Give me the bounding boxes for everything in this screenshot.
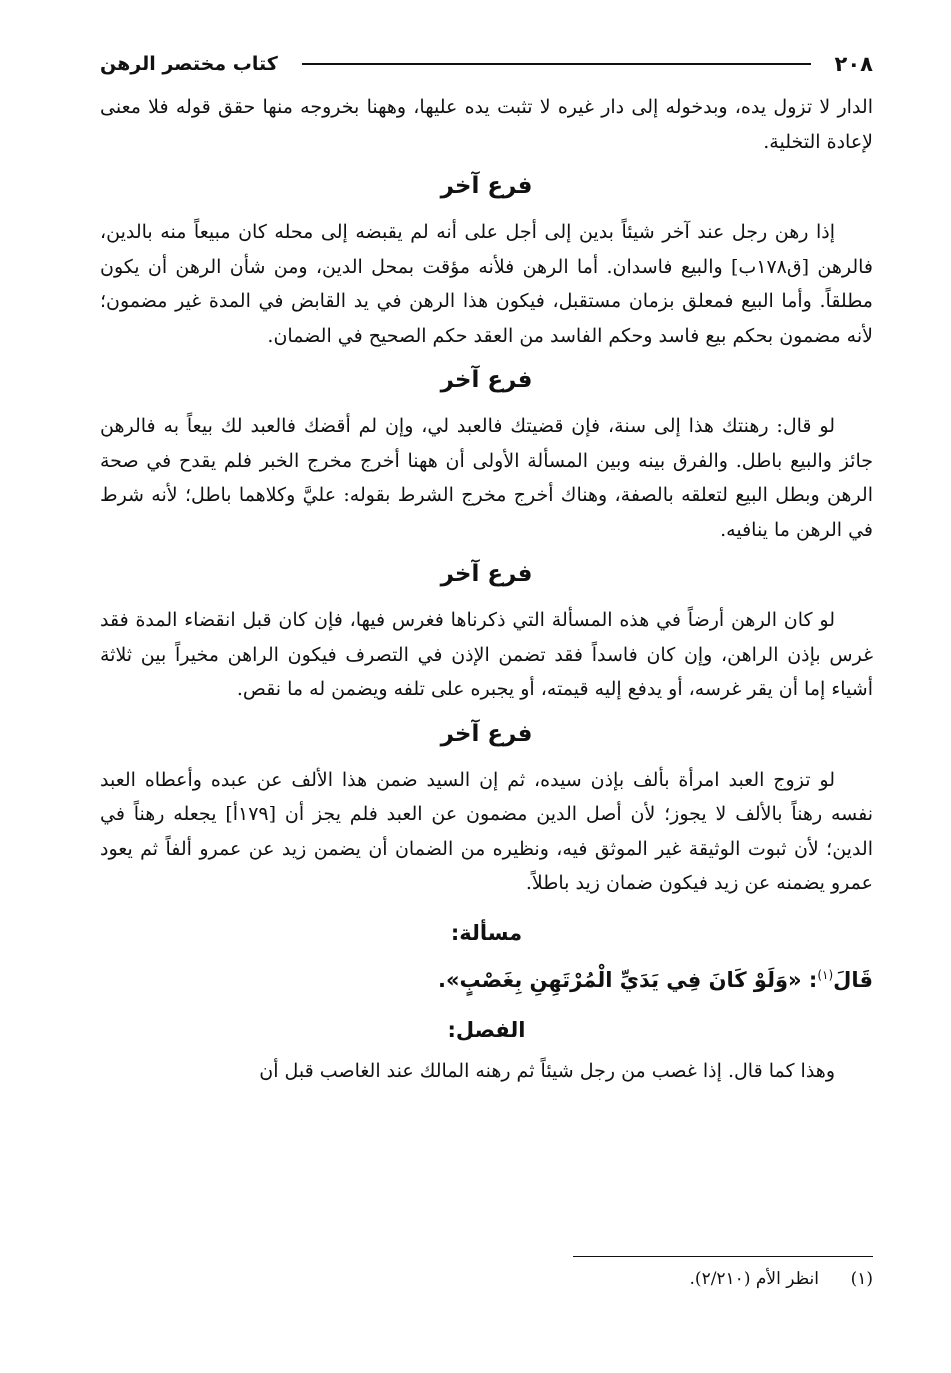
footnote-number: (١) [850,1269,873,1289]
section-heading-4: فرع آخر [440,720,533,747]
fasl-heading: الفصل: [447,1017,526,1042]
paragraph-continuation: الدار لا تزول يده، وبدخوله إلى دار غيره لا تثبت يده عليها، وههنا بخروجه منها حقق قوله فلا معنى لإعادة التخلية. [100,96,873,153]
page-number: ٢٠٨ [834,52,873,76]
paragraph-3: لو كان الرهن أرضاً في هذه المسألة التي ذكرناها فغرس فيها، فإن كان قبل انقضاء المدة فقد غرس بإذن الراهن، وإن كان فاسداً فقد تضمن الإذن في التصرف فيكون الراهن مخيراً بين ثلاثة أشياء إما أن يقر غرسه، أو يدفع إليه قيمته، أو يجبره على تلفه ويضمن له ما نقص. [100,609,873,700]
footnote-text: انظر الأم (٢/٢١٠). [689,1269,819,1289]
paragraph-2: لو قال: رهنتك هذا إلى سنة، فإن قضيتك فالعبد لي، وإن لم أقضك فالعبد لك بيعاً به فالرهن جائز والبيع باطل. والفرق بينه وبين المسألة الأولى أن ههنا أخرج مخرج الخبر فلم يقدح في صحة الرهن وبطل البيع لتعلقه بالصفة، وهناك أخرج مخرج الشرط بقوله: عليَّ وكلاهما باطل؛ لأنه شرط في الرهن ما ينافيه. [100,415,873,541]
page-body [100,90,873,1088]
masala-heading: مسألة: [450,920,523,945]
quoted-text [100,957,873,998]
quote-body: : «وَلَوْ كَانَ فِي يَدَيِّ الْمُرْتَهِنِ بِغَصْبٍ». [438,967,818,992]
page-header [100,40,873,88]
book-title: كتاب مختصر الرهن [100,53,278,75]
section-heading-1: فرع آخر [440,173,533,199]
paragraph-4: لو تزوج العبد امرأة بألف بإذن سيده، ثم إن السيد ضمن هذا الألف عن عبده وأعطاه العبد نفسه رهناً بالألف لا يجوز؛ لأن أصل الدين مضمون عن العبد فلم يجز أن [١٧٩أ] يجعله رهناً في الدين؛ لأن ثبوت الوثيقة غير الموثق فيه، ونظيره من الضمان أن يضمن زيد عن عمرو ألفاً ثم يعود عمرو يضمنه عن زيد فيكون ضمان زيد باطلاً. [100,768,873,894]
section-heading-2: فرع آخر [440,367,533,393]
footnote-reference[interactable]: (١) [817,967,834,982]
header-rule [302,63,811,65]
footnote-rule [573,1256,873,1257]
footnote-1 [100,1265,873,1293]
quote-prefix: قَالَ [833,967,873,992]
paragraph-1: إذا رهن رجل عند آخر شيئاً بدين إلى أجل على أنه لم يقبضه إلى محله كان مبيعاً منه بالدين، فالرهن [ق١٧٨ب] والبيع فاسدان. أما الرهن فلأنه مؤقت بمحل الدين، ومن شأن الرهن أن يكون مطلقاً. وأما البيع فمعلق بزمان مستقبل، فيكون هذا الرهن في يد القابض في المدة غير مضمون؛ لأنه مضمون بحكم بيع فاسد وحكم الفاسد من العقد حكم الصحيح في الضمان. [100,221,873,347]
section-heading-3: فرع آخر [440,561,533,587]
book-page [100,40,873,1333]
paragraph-5: وهذا كما قال. إذا غصب من رجل شيئاً ثم رهنه المالك عند الغاصب قبل أن [259,1059,835,1082]
footnotes [100,1256,873,1293]
